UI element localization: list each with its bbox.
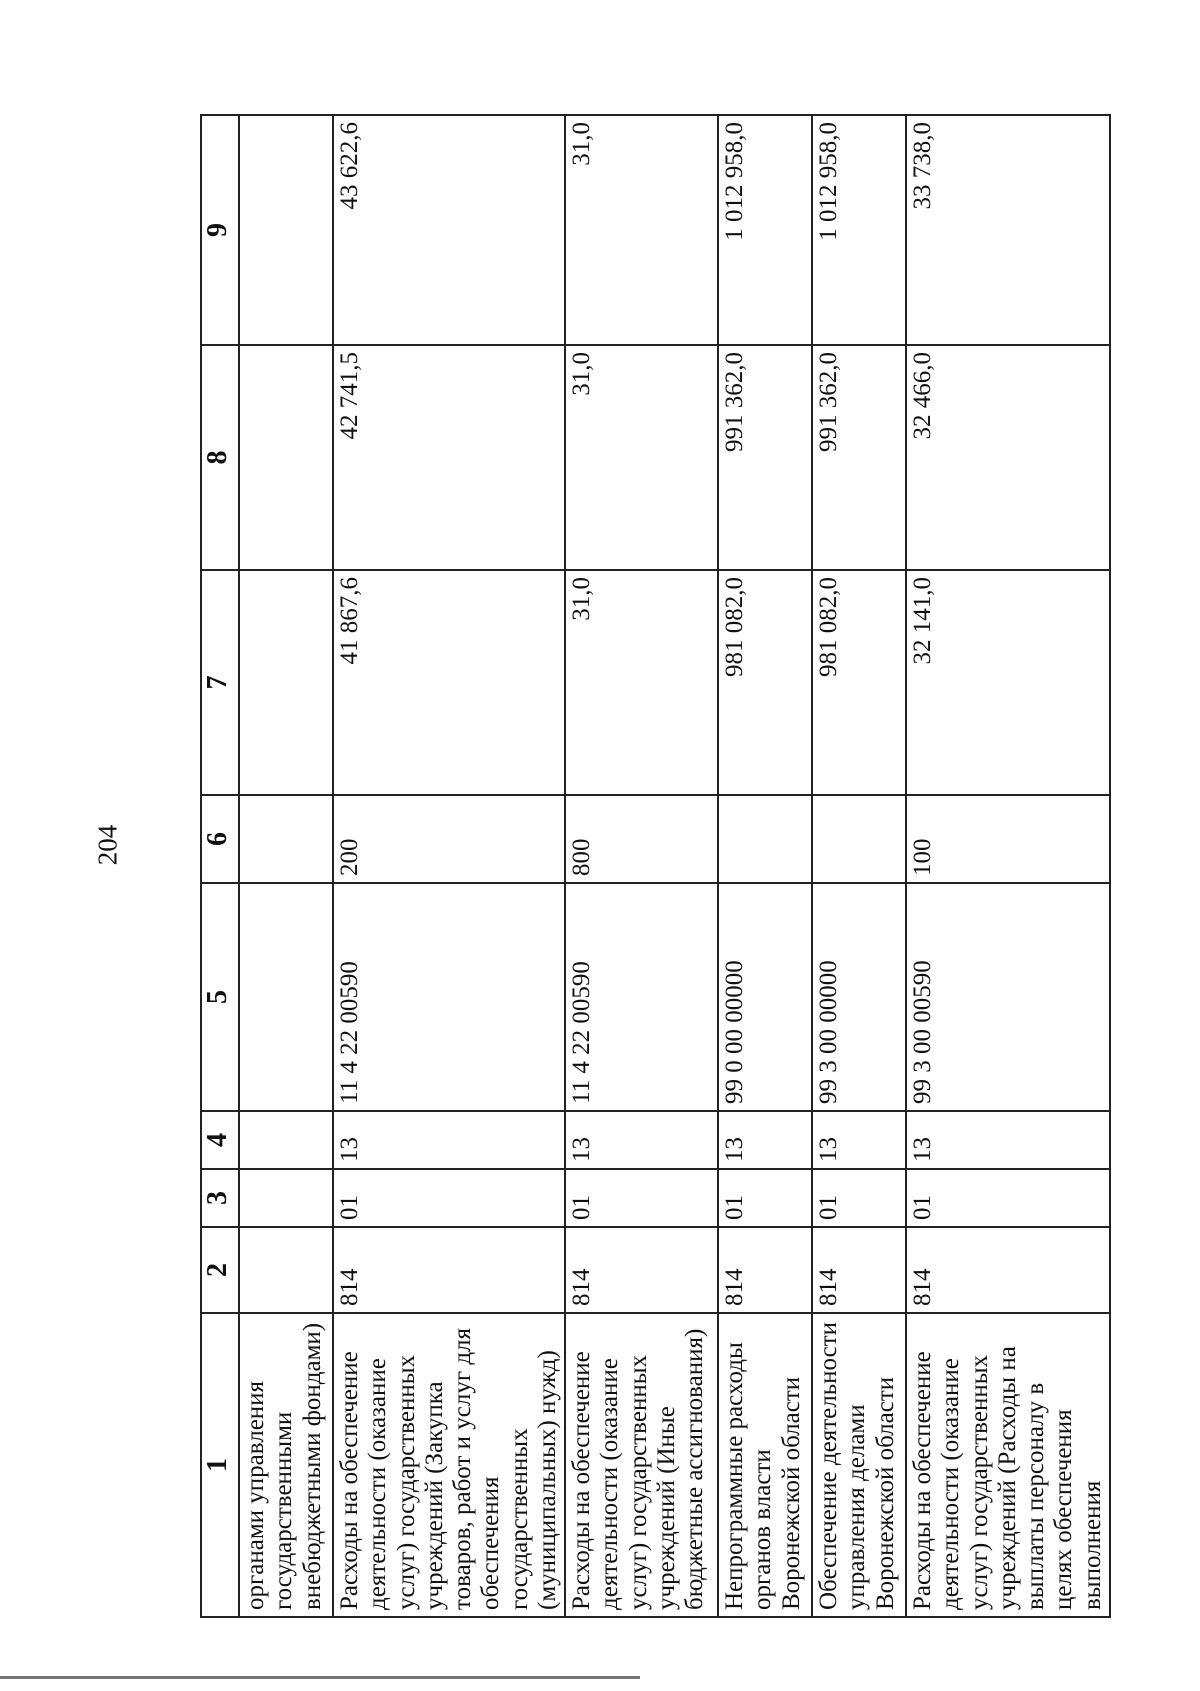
row-name: Расходы на обеспечение деятельности (оказание услуг) государственных учреждений (Расходы на выплаты персоналу в целях обеспечения выполнения (906, 1313, 1110, 1617)
cell-amount: 43 622,6 (333, 115, 565, 345)
cell-section: 01 (565, 1169, 718, 1227)
header-row (201, 115, 239, 1617)
cell-expense-type: 100 (906, 795, 1110, 883)
column-header: 8 (201, 345, 239, 570)
cell-target-article: 99 3 00 00000 (812, 883, 906, 1111)
cell-amount: 31,0 (565, 345, 718, 570)
cell-ministry: 814 (718, 1227, 812, 1313)
cell-amount: 1 012 958,0 (718, 115, 812, 345)
table-row (906, 115, 1110, 1617)
cell-subsection: 13 (906, 1111, 1110, 1169)
table-row (239, 115, 333, 1617)
row-name: Обеспечение деятельности управления делами Воронежской области (812, 1313, 906, 1617)
table-row (812, 115, 906, 1617)
column-header: 5 (201, 883, 239, 1111)
cell-subsection: 13 (333, 1111, 565, 1169)
cell-subsection (239, 1111, 333, 1169)
column-header: 3 (201, 1169, 239, 1227)
cell-expense-type: 800 (565, 795, 718, 883)
cell-expense-type: 200 (333, 795, 565, 883)
cell-expense-type (812, 795, 906, 883)
cell-target-article (239, 883, 333, 1111)
cell-section: 01 (812, 1169, 906, 1227)
table-row (718, 115, 812, 1617)
cell-amount: 42 741,5 (333, 345, 565, 570)
cell-amount: 32 466,0 (906, 345, 1110, 570)
cell-section: 01 (718, 1169, 812, 1227)
rotated-page-content (200, 116, 1106, 1618)
cell-amount: 33 738,0 (906, 115, 1110, 345)
cell-amount: 981 082,0 (812, 570, 906, 795)
cell-amount: 41 867,6 (333, 570, 565, 795)
cell-target-article: 11 4 22 00590 (333, 883, 565, 1111)
cell-amount: 991 362,0 (718, 345, 812, 570)
column-header: 4 (201, 1111, 239, 1169)
cell-expense-type (718, 795, 812, 883)
cell-subsection: 13 (812, 1111, 906, 1169)
cell-ministry (239, 1227, 333, 1313)
cell-amount: 1 012 958,0 (812, 115, 906, 345)
row-name: Расходы на обеспечение деятельности (оказание услуг) государственных учреждений (Закупка товаров, работ и услуг для обеспечения государственных (муниципальных) нужд) (333, 1313, 565, 1617)
cell-ministry: 814 (812, 1227, 906, 1313)
column-header: 9 (201, 115, 239, 345)
row-name: органами управления государственными внебюджетными фондами) (239, 1313, 333, 1617)
scan-edge-line (0, 1676, 640, 1679)
cell-amount (239, 115, 333, 345)
page-number: 204 (92, 824, 123, 866)
column-header: 6 (201, 795, 239, 883)
cell-amount: 981 082,0 (718, 570, 812, 795)
column-header: 7 (201, 570, 239, 795)
cell-section: 01 (333, 1169, 565, 1227)
column-header: 1 (201, 1313, 239, 1617)
cell-amount: 32 141,0 (906, 570, 1110, 795)
cell-amount: 31,0 (565, 115, 718, 345)
cell-target-article: 11 4 22 00590 (565, 883, 718, 1111)
cell-subsection: 13 (718, 1111, 812, 1169)
row-name: Непрограммные расходы органов власти Воронежской области (718, 1313, 812, 1617)
cell-target-article: 99 3 00 00590 (906, 883, 1110, 1111)
cell-amount: 31,0 (565, 570, 718, 795)
budget-table (200, 114, 1111, 1618)
table-row (333, 115, 565, 1617)
column-header: 2 (201, 1227, 239, 1313)
cell-ministry: 814 (906, 1227, 1110, 1313)
cell-amount (239, 345, 333, 570)
cell-subsection: 13 (565, 1111, 718, 1169)
cell-section: 01 (906, 1169, 1110, 1227)
cell-ministry: 814 (333, 1227, 565, 1313)
table-row (565, 115, 718, 1617)
cell-target-article: 99 0 00 00000 (718, 883, 812, 1111)
cell-amount: 991 362,0 (812, 345, 906, 570)
cell-amount (239, 570, 333, 795)
cell-expense-type (239, 795, 333, 883)
cell-section (239, 1169, 333, 1227)
cell-ministry: 814 (565, 1227, 718, 1313)
row-name: Расходы на обеспечение деятельности (оказание услуг) государственных учреждений (Иные бюджетные ассигнования) (565, 1313, 718, 1617)
